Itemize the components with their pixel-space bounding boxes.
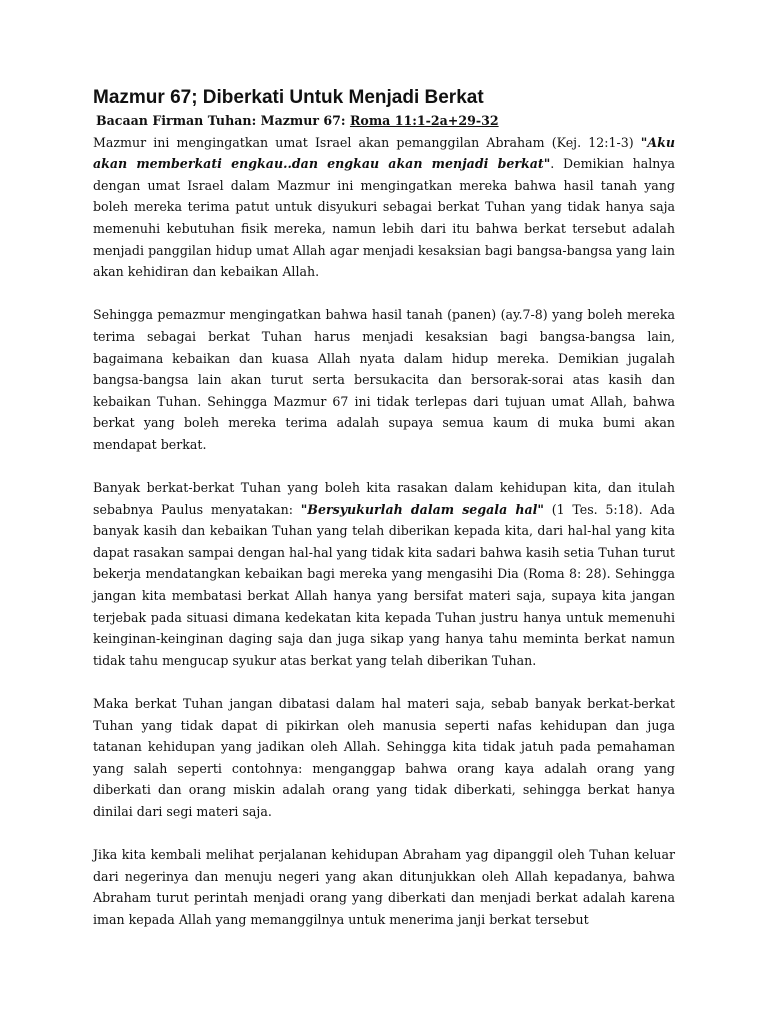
reading-psalm: Mazmur 67 <box>260 113 341 128</box>
reading-label: Bacaan Firman Tuhan <box>96 113 252 128</box>
paragraph-5: Jika kita kembali melihat perjalanan kehidupan Abraham yag dipanggil oleh Tuhan keluar dari negerinya dan menuju negeri yang akan ditunjukkan oleh Allah kepadanya, bahwa Abraham turut perintah menjadi orang yang diberkati dan menjadi berkat adalah karena iman kepada Allah yang memanggilnya untuk menerima janji berkat tersebut <box>93 847 675 927</box>
reading-separator: : <box>340 113 350 128</box>
paragraph-1-text-b: . Demikian halnya dengan umat Israel dalam Mazmur ini mengingatkan mereka bahwa hasil tanah yang boleh mereka terima patut untuk disyukuri sebagai berkat Tuhan yang tidak hanya saja memenuhi kebutuhan fisik mereka, namun lebih dari itu bahwa berkat tersebut adalah menjadi panggilan hidup umat Allah agar menjadi kesaksian bagi bangsa-bangsa yang lain akan kehidiran dan kebaikan Allah. <box>93 156 675 280</box>
reading-separator: : <box>251 113 261 128</box>
paragraph-1 <box>93 132 675 283</box>
paragraph-3-text-a: Banyak berkat-berkat Tuhan yang boleh kita rasakan dalam kehidupan kita, dan itulah sebabnya Paulus menyatakan: <box>93 480 675 517</box>
paragraph-2: Sehingga pemazmur mengingatkan bahwa hasil tanah (panen) (ay.7-8) yang boleh mereka terima sebagai berkat Tuhan harus menjadi kesaksian bagi bangsa-bangsa lain, bagaimana kebaikan dan kuasa Allah nyata dalam hidup mereka. Demikian jugalah bangsa-bangsa lain akan turut serta bersukacita dan bersorak-sorai atas kasih dan kebaikan Tuhan. Sehingga Mazmur 67 ini tidak terlepas dari tujuan umat Allah, bahwa berkat yang boleh mereka terima adalah supaya semua kaum di muka bumi akan mendapat berkat. <box>93 307 675 452</box>
paragraph-3-text-b: (1 Tes. 5:18). Ada banyak kasih dan kebaikan Tuhan yang telah diberikan kepada kita, dari hal-hal yang kita dapat rasakan sampai dengan hal-hal yang tidak kita sadari bahwa kasih setia Tuhan turut bekerja mendatangkan kebaikan bagi mereka yang mengasihi Dia (Roma 8: 28). Sehingga jangan kita membatasi berkat Allah hanya yang bersifat materi saja, supaya kita jangan terjebak pada situasi dimana kedekatan kita kepada Tuhan justru hanya untuk memenuhi keinginan-keinginan daging saja dan juga sikap yang hanya tahu meminta berkat namun tidak tahu mengucap syukur atas berkat yang telah diberikan Tuhan. <box>93 501 675 668</box>
reading-reference-link[interactable]: Roma 11:1-2a+29-32 <box>349 113 499 128</box>
page-title: Mazmur 67; Diberkati Untuk Menjadi Berkat <box>93 87 484 108</box>
paragraph-4: Maka berkat Tuhan jangan dibatasi dalam hal materi saja, sebab banyak berkat-berkat Tuhan yang tidak dapat di pikirkan oleh manusia seperti nafas kehidupan dan juga tatanan kehidupan yang jadikan oleh Allah. Sehingga kita tidak jatuh pada pemahaman yang salah seperti contohnya: menganggap bahwa orang kaya adalah orang yang diberkati dan orang miskin adalah orang yang tidak diberkati, sehingga berkat hanya dinilai dari segi materi saja. <box>93 696 675 819</box>
reading-reference <box>93 110 675 132</box>
paragraph-3 <box>93 477 675 671</box>
paragraph-3-quote: "Bersyukurlah dalam segala hal" <box>300 501 544 517</box>
paragraph-1-text-a: Mazmur ini mengingatkan umat Israel akan pemanggilan Abraham (Kej. 12:1-3) <box>93 134 641 150</box>
document-body <box>93 110 675 952</box>
paragraph-1-quote: "Aku akan memberkati engkau..dan engkau akan menjadi berkat" <box>93 134 675 172</box>
